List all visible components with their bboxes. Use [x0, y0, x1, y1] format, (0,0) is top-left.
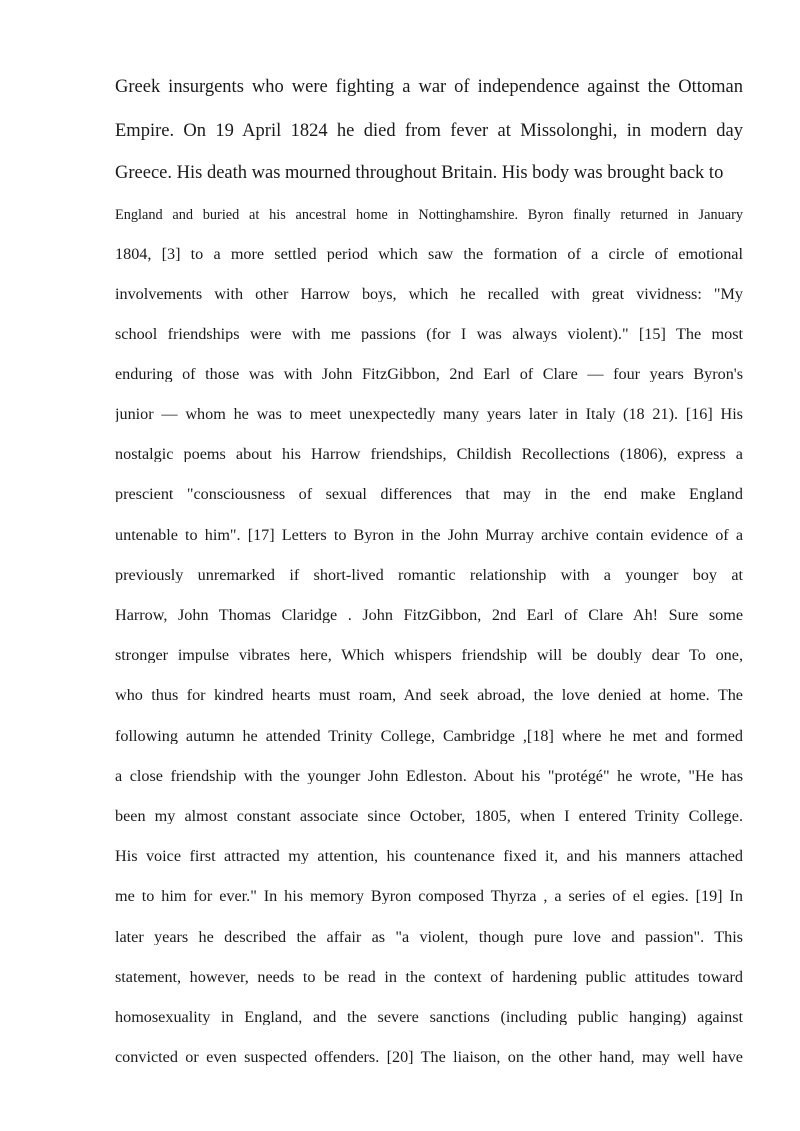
- text-line: prescient "consciousness of sexual differences that may in the end make England: [115, 486, 743, 503]
- text-line: enduring of those was with John FitzGibbon, 2nd Earl of Clare — four years Byron's: [115, 366, 743, 383]
- text-line: previously unremarked if short-lived romantic relationship with a younger boy at: [115, 567, 743, 584]
- text-line: me to him for ever." In his memory Byron composed Thyrza , a series of el egies. [19] In: [115, 888, 743, 905]
- text-line: Harrow, John Thomas Claridge . John FitzGibbon, 2nd Earl of Clare Ah! Sure some: [115, 607, 743, 624]
- text-line: a close friendship with the younger John Edleston. About his "protégé" he wrote, "He has: [115, 768, 743, 785]
- text-line: 1804, [3] to a more settled period which saw the formation of a circle of emotional: [115, 246, 743, 263]
- text-line: statement, however, needs to be read in the context of hardening public attitudes toward: [115, 969, 743, 986]
- text-line: homosexuality in England, and the severe sanctions (including public hanging) against: [115, 1009, 743, 1026]
- text-line: been my almost constant associate since October, 1805, when I entered Trinity College.: [115, 808, 743, 825]
- text-line: Empire. On 19 April 1824 he died from fever at Missolonghi, in modern day: [115, 122, 743, 141]
- text-line: junior — whom he was to meet unexpectedly many years later in Italy (18 21). [16] His: [115, 406, 743, 423]
- text-line: untenable to him". [17] Letters to Byron in the John Murray archive contain evidence of a: [115, 527, 743, 544]
- text-line: following autumn he attended Trinity College, Cambridge ,[18] where he met and formed: [115, 728, 743, 745]
- text-line: England and buried at his ancestral home in Nottinghamshire. Byron finally returned in January: [115, 208, 743, 223]
- text-line: nostalgic poems about his Harrow friendships, Childish Recollections (1806), express a: [115, 446, 743, 463]
- text-line: stronger impulse vibrates here, Which whispers friendship will be doubly dear To one,: [115, 647, 743, 664]
- text-line: school friendships were with me passions (for I was always violent)." [15] The most: [115, 326, 743, 343]
- text-line: Greece. His death was mourned throughout Britain. His body was brought back to: [115, 164, 724, 183]
- text-line: Greek insurgents who were fighting a war of independence against the Ottoman: [115, 78, 743, 97]
- text-line: involvements with other Harrow boys, which he recalled with great vividness: "My: [115, 286, 743, 303]
- text-line: His voice first attracted my attention, his countenance fixed it, and his manners attached: [115, 848, 743, 865]
- text-line: convicted or even suspected offenders. [20] The liaison, on the other hand, may well have: [115, 1049, 743, 1066]
- text-line: later years he described the affair as "a violent, though pure love and passion". This: [115, 929, 743, 946]
- text-line: who thus for kindred hearts must roam, And seek abroad, the love denied at home. The: [115, 687, 743, 704]
